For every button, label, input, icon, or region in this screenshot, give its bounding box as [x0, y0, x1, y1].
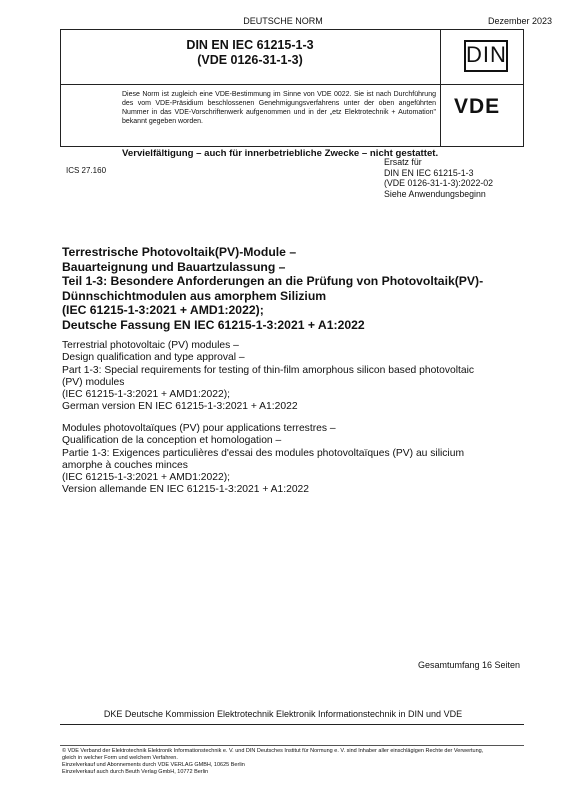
replacement-line4: Siehe Anwendungsbeginn: [384, 188, 486, 199]
frame-top-line: [60, 29, 524, 30]
title-german-line: Teil 1-3: Besondere Anforderungen an die Prüfung von Photovoltaik(PV)-: [62, 274, 484, 288]
footer-line: Einzelverkauf auch durch Beuth Verlag GmbH, 10772 Berlin: [62, 769, 209, 775]
vde-logo: VDE: [454, 95, 501, 118]
title-german-line: (IEC 61215-1-3:2021 + AMD1:2022);: [62, 303, 264, 317]
committee-divider: [60, 724, 524, 725]
footer-copyright: [62, 748, 542, 776]
title-french-line: Partie 1-3: Exigences particulières d'essai des modules photovoltaïques (PV) au silicium: [62, 447, 465, 459]
replacement-line1: Ersatz für: [384, 157, 422, 167]
din-logo: DIN: [464, 40, 508, 72]
reproduction-notice: Vervielfältigung – auch für innerbetriebliche Zwecke – nicht gestattet.: [122, 148, 439, 159]
title-french-line: Version allemande EN IEC 61215-1-3:2021 + A1:2022: [62, 484, 310, 496]
document-number-line2: (VDE 0126-31-1-3): [197, 53, 303, 67]
committee-name: DKE Deutsche Kommission Elektrotechnik Elektronik Informationstechnik in DIN und VDE: [103, 709, 463, 719]
document-number-line1: DIN EN IEC 61215-1-3: [186, 38, 314, 52]
title-french-line: (IEC 61215-1-3:2021 + AMD1:2022);: [62, 472, 230, 484]
title-french-line: Qualification de la conception et homologation –: [62, 435, 282, 447]
title-english-line: (IEC 61215-1-3:2021 + AMD1:2022);: [62, 389, 230, 401]
title-english-line: German version EN IEC 61215-1-3:2021 + A1:2022: [62, 401, 298, 413]
title-english-line: (PV) modules: [62, 376, 125, 388]
footer-divider: [60, 745, 524, 746]
frame-left-line: [60, 29, 61, 147]
title-german-line: Dünnschichtmodulen aus amorphem Silizium: [62, 288, 327, 303]
frame-logo-divider: [440, 29, 441, 147]
replacement-line3: (VDE 0126-31-1-3):2022-02: [384, 178, 494, 188]
title-german-line: Deutsche Fassung EN IEC 61215-1-3:2021 + A1:2022: [62, 317, 365, 332]
title-english-line: Terrestrial photovoltaic (PV) modules –: [62, 340, 239, 351]
title-english-line: Design qualification and type approval –: [62, 352, 245, 364]
frame-right-line: [523, 29, 524, 147]
title-german-line: Terrestrische Photovoltaik(PV)-Module –: [62, 245, 297, 259]
title-english-line: Part 1-3: Special requirements for testing of thin-film amorphous silicon based photovoltaic: [62, 364, 475, 376]
footer-line: Einzelverkauf und Abonnements durch VDE VERLAG GMBH, 10625 Berlin: [62, 762, 245, 768]
replacement-line2: DIN EN IEC 61215-1-3: [384, 167, 474, 178]
title-german: [62, 245, 532, 332]
ics-code: ICS 27.160: [66, 166, 107, 175]
issue-date: Dezember 2023: [487, 16, 552, 26]
total-pages: Gesamtumfang 16 Seiten: [417, 660, 520, 670]
frame-mid-line: [60, 84, 524, 85]
footer-line: © VDE Verband der Elektrotechnik Elektronik Informationstechnik e. V. und DIN Deutsches Institut für Normung e. V. sind Inhaber aller einschlägigen Rechte der Verwertung,: [62, 748, 484, 754]
footer-line: gleich in welcher Form und welchem Verfahren.: [62, 755, 178, 761]
title-german-line: Bauarteignung und Bauartzulassung –: [62, 259, 286, 274]
title-french-line: Modules photovoltaïques (PV) pour applications terrestres –: [62, 423, 336, 434]
replacement-info: [384, 157, 493, 199]
vde-notice: Diese Norm ist zugleich eine VDE-Bestimmung im Sinne von VDE 0022. Sie ist nach Durchführung des vom VDE-Präsidium beschlossenen Genehmigungsverfahrens unter der oben angeführten Nummer in das VDE-Vorschriftenwerk aufgenommen und in der „etz Elektrotechnik + Automation" bekannt gegeben worden.: [122, 91, 436, 125]
document-number: [130, 38, 370, 68]
title-english: [62, 340, 542, 414]
frame-bottom-line: [60, 146, 524, 147]
title-french-line: amorphe à couches minces: [62, 459, 188, 471]
document-type-label: DEUTSCHE NORM: [243, 16, 323, 26]
title-french: [62, 423, 542, 497]
